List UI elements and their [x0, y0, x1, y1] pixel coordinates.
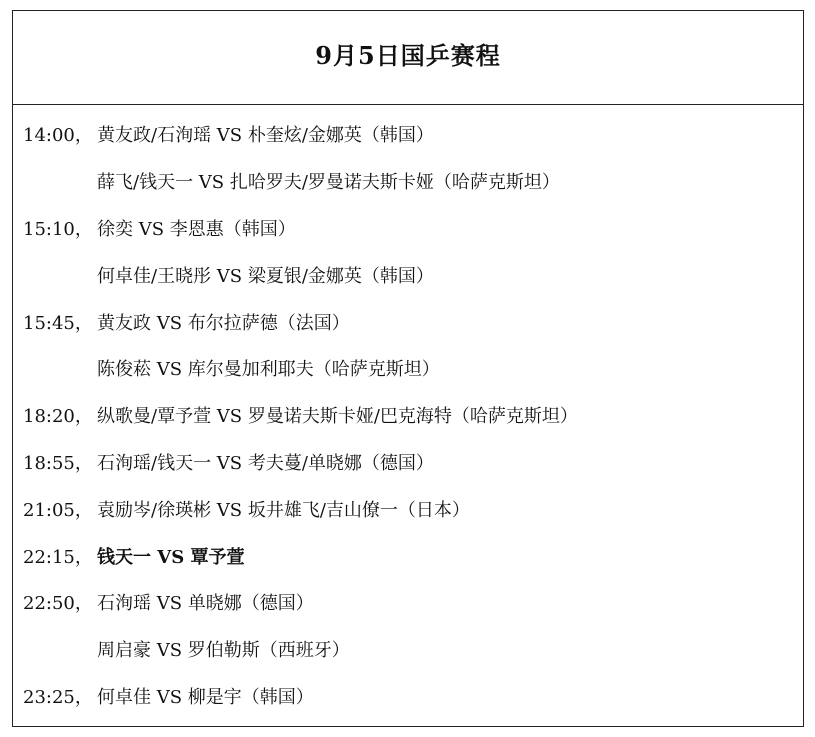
schedule-row [23, 347, 793, 394]
schedule-row-highlight [23, 534, 793, 581]
schedule-row [23, 300, 793, 347]
match-text: 袁励岑/徐瑛彬 VS 坂井雄飞/吉山僚一（日本） [97, 499, 470, 521]
schedule-row [23, 253, 793, 300]
match-text: 黄友政/石洵瑶 VS 朴奎炫/金娜英（韩国） [97, 125, 434, 147]
match-time: 18:20， [23, 406, 93, 428]
match-time: 21:05， [23, 499, 93, 521]
schedule-row [23, 160, 793, 207]
title-cell [13, 11, 803, 105]
schedule-row [23, 113, 793, 160]
match-text: 石洵瑶/钱天一 VS 考夫蔓/单晓娜（德国） [97, 452, 434, 474]
schedule-row [23, 487, 793, 534]
match-time: 15:10， [23, 218, 93, 240]
match-text: 何卓佳 VS 柳是宇（韩国） [97, 686, 314, 708]
match-text: 纵歌曼/覃予萱 VS 罗曼诺夫斯卡娅/巴克海特（哈萨克斯坦） [97, 406, 578, 428]
match-text: 陈俊菘 VS 库尔曼加利耶夫（哈萨克斯坦） [97, 359, 440, 381]
match-text: 何卓佳/王晓彤 VS 梁夏银/金娜英（韩国） [97, 265, 434, 287]
match-text: 薛飞/钱天一 VS 扎哈罗夫/罗曼诺夫斯卡娅（哈萨克斯坦） [97, 172, 560, 194]
schedule-row [23, 581, 793, 628]
match-time: 23:25， [23, 686, 93, 708]
schedule-list [23, 113, 793, 721]
schedule-row [23, 628, 793, 675]
schedule-row [23, 441, 793, 488]
schedule-table [12, 10, 804, 727]
page-title: 9月5日国乒赛程 [315, 40, 501, 70]
match-time: 22:50， [23, 593, 93, 615]
match-text: 徐奕 VS 李恩惠（韩国） [97, 218, 296, 240]
match-text: 黄友政 VS 布尔拉萨德（法国） [97, 312, 350, 334]
match-text: 石洵瑶 VS 单晓娜（德国） [97, 593, 314, 615]
match-time: 14:00， [23, 125, 93, 147]
match-time: 22:15， [23, 546, 93, 568]
match-time: 15:45， [23, 312, 93, 334]
match-text: 钱天一 VS 覃予萱 [97, 546, 245, 568]
schedule-row [23, 207, 793, 254]
match-text: 周启豪 VS 罗伯勒斯（西班牙） [97, 640, 350, 662]
schedule-row [23, 394, 793, 441]
schedule-row [23, 675, 793, 722]
match-time: 18:55， [23, 452, 93, 474]
